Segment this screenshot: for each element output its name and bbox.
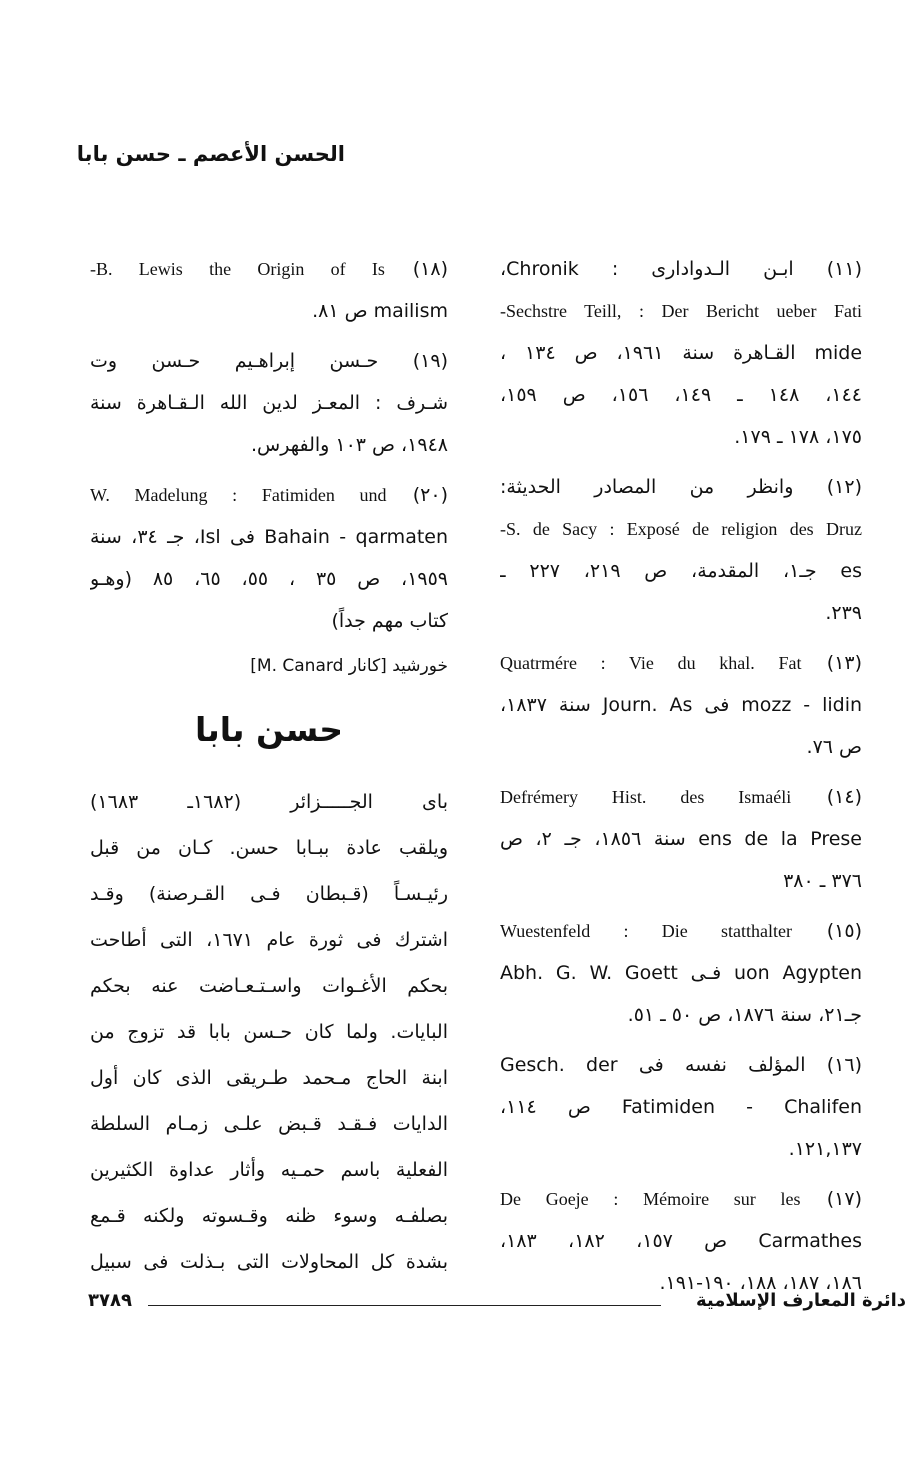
reference-line: De Goeje : Mémoire sur les <box>500 1189 801 1209</box>
reference-number: (١٣) <box>826 652 862 674</box>
journal-title: دائرة المعارف الإسلامية <box>695 1290 906 1311</box>
reference-20 <box>90 474 448 642</box>
reference-line: وانظر من المصادر الحديثة: <box>500 476 794 498</box>
reference-line: Fatimiden - Chalifen ص ١١٤، <box>500 1096 862 1118</box>
reference-line: Defrémery Hist. des Ismaéli <box>500 787 792 807</box>
reference-line: ١٢١,١٣٧. <box>788 1138 862 1160</box>
article-line: الفعلية باسم حمـيه وأثار عداوة الكثيرين <box>90 1159 448 1181</box>
reference-16 <box>500 1044 862 1170</box>
reference-line: Carmathes ص ١٥٧، ١٨٢، ١٨٣، <box>500 1230 862 1252</box>
reference-line: ١٩٥٩، ص ٣٥ ، ٥٥، ٦٥، ٨٥ (وهـو <box>90 568 448 590</box>
reference-number: (١٤) <box>826 786 862 808</box>
reference-line: Bahain - qarmaten فى Isl، جـ ٣٤، سنة <box>90 526 448 548</box>
reference-line: حـسن إبراهـيم حـسن وت <box>90 350 379 372</box>
reference-number: (١١) <box>826 258 862 280</box>
reference-number: (١٧) <box>826 1188 862 1210</box>
article-body <box>90 779 448 1285</box>
footer-rule <box>148 1305 661 1306</box>
page-number: ٣٧٨٩ <box>88 1290 132 1311</box>
article-line: اشترك فى ثورة عام ١٦٧١، التى أطاحت <box>90 929 448 951</box>
reference-number: (١٥) <box>826 920 862 942</box>
article-line: الدايات فـقـد قـبض علـى زمـام السلطة <box>90 1113 448 1135</box>
reference-line: ١٩٤٨، ص ١٠٣ والفهرس. <box>250 434 448 456</box>
article-line: ابنة الحاج مـحمد طـريقى الذى كان أول <box>90 1067 448 1089</box>
article-line: ويلقب عادة ببـابا حسن. كـان من قبل <box>90 837 448 859</box>
reference-18 <box>90 248 448 332</box>
reference-line: شـرف : المعـز لدين الله الـقـاهرة سنة <box>90 392 448 414</box>
reference-line: Sechstre Teill, : Der Bericht ueber Fati- <box>500 301 862 321</box>
reference-line: ens de la Prese سنة ١٨٥٦، جـ ٢، ص <box>500 828 862 850</box>
reference-line: ٢٣٩. <box>825 602 862 624</box>
reference-15 <box>500 910 862 1036</box>
article-line: بشدة كل المحاولات التى بـذلت فى سبيل <box>90 1251 448 1273</box>
reference-line: كتاب مهم جداً) <box>331 610 448 632</box>
running-title: الحسن الأعصم ـ حسن بابا <box>76 142 345 166</box>
reference-line: B. Lewis the Origin of Is- <box>90 259 385 279</box>
article-line: بحكم الأغـوات واسـتـعـاضت عنه بحكم <box>90 975 448 997</box>
reference-11 <box>500 248 862 458</box>
reference-line: Wuestenfeld : Die statthalter <box>500 921 792 941</box>
reference-line: ١٧٥، ١٧٨ ـ ١٧٩. <box>734 426 862 448</box>
reference-line: ابـن الـدوادارى : Chronik، <box>500 258 794 280</box>
reference-12 <box>500 466 862 634</box>
right-column-references <box>500 248 862 1312</box>
page-footer <box>88 1290 906 1320</box>
author-signature: خورشيد [كانار M. Canard] <box>250 656 448 676</box>
article-line: البايات. ولما كان حـسن بابا قد تزوج من <box>90 1021 448 1043</box>
reference-number: (١٦) <box>826 1054 862 1076</box>
reference-line: W. Madelung : Fatimiden und <box>90 485 387 505</box>
reference-number: (١٢) <box>826 476 862 498</box>
reference-number: (١٨) <box>412 258 448 280</box>
article-line: بصلفـه وسوء ظنه وقـسوته ولكنه قـمع <box>90 1205 448 1227</box>
reference-line: mide القـاهرة سنة ١٩٦١، ص ١٣٤ ، <box>500 342 862 364</box>
reference-19 <box>90 340 448 466</box>
reference-line: mailism ص ٨١. <box>312 300 448 322</box>
reference-line: mozz - lidin فى Journ. As سنة ١٨٣٧، <box>500 694 862 716</box>
reference-line: المؤلف نفسه فى Gesch. der <box>500 1054 806 1076</box>
reference-13 <box>500 642 862 768</box>
reference-line: S. de Sacy : Exposé de religion des Druz- <box>500 519 862 539</box>
reference-line: ٣٧٦ ـ ٣٨٠ <box>783 870 862 892</box>
reference-14 <box>500 776 862 902</box>
article-title: حسن بابا <box>194 710 344 749</box>
reference-line: Quatrmére : Vie du khal. Fat <box>500 653 802 673</box>
reference-number: (٢٠) <box>412 484 448 506</box>
reference-line: ص ٧٦. <box>806 736 862 758</box>
reference-17 <box>500 1178 862 1304</box>
reference-line: ١٤٤، ١٤٨ ـ ١٤٩، ١٥٦، ص ١٥٩، <box>500 384 862 406</box>
left-column <box>90 248 448 1285</box>
article-line: باى الجـــــزائر (١٦٨٢ـ ١٦٨٣) <box>90 791 448 813</box>
reference-line: uon Agypten فـى Abh. G. W. Goett <box>500 962 862 984</box>
reference-line: جـ٢١، سنة ١٨٧٦، ص ٥٠ ـ ٥١. <box>627 1004 862 1026</box>
reference-line: es جـ١، المقدمة، ص ٢١٩، ٢٢٧ ـ <box>500 560 862 582</box>
reference-number: (١٩) <box>412 350 448 372</box>
reference-line: ١٨٦، ١٨٧، ١٨٨، ١٩٠-١٩١. <box>659 1272 862 1294</box>
article-line: رئيـسـاً (قـبطان فـى القـرصنة) وقـد <box>90 883 448 905</box>
